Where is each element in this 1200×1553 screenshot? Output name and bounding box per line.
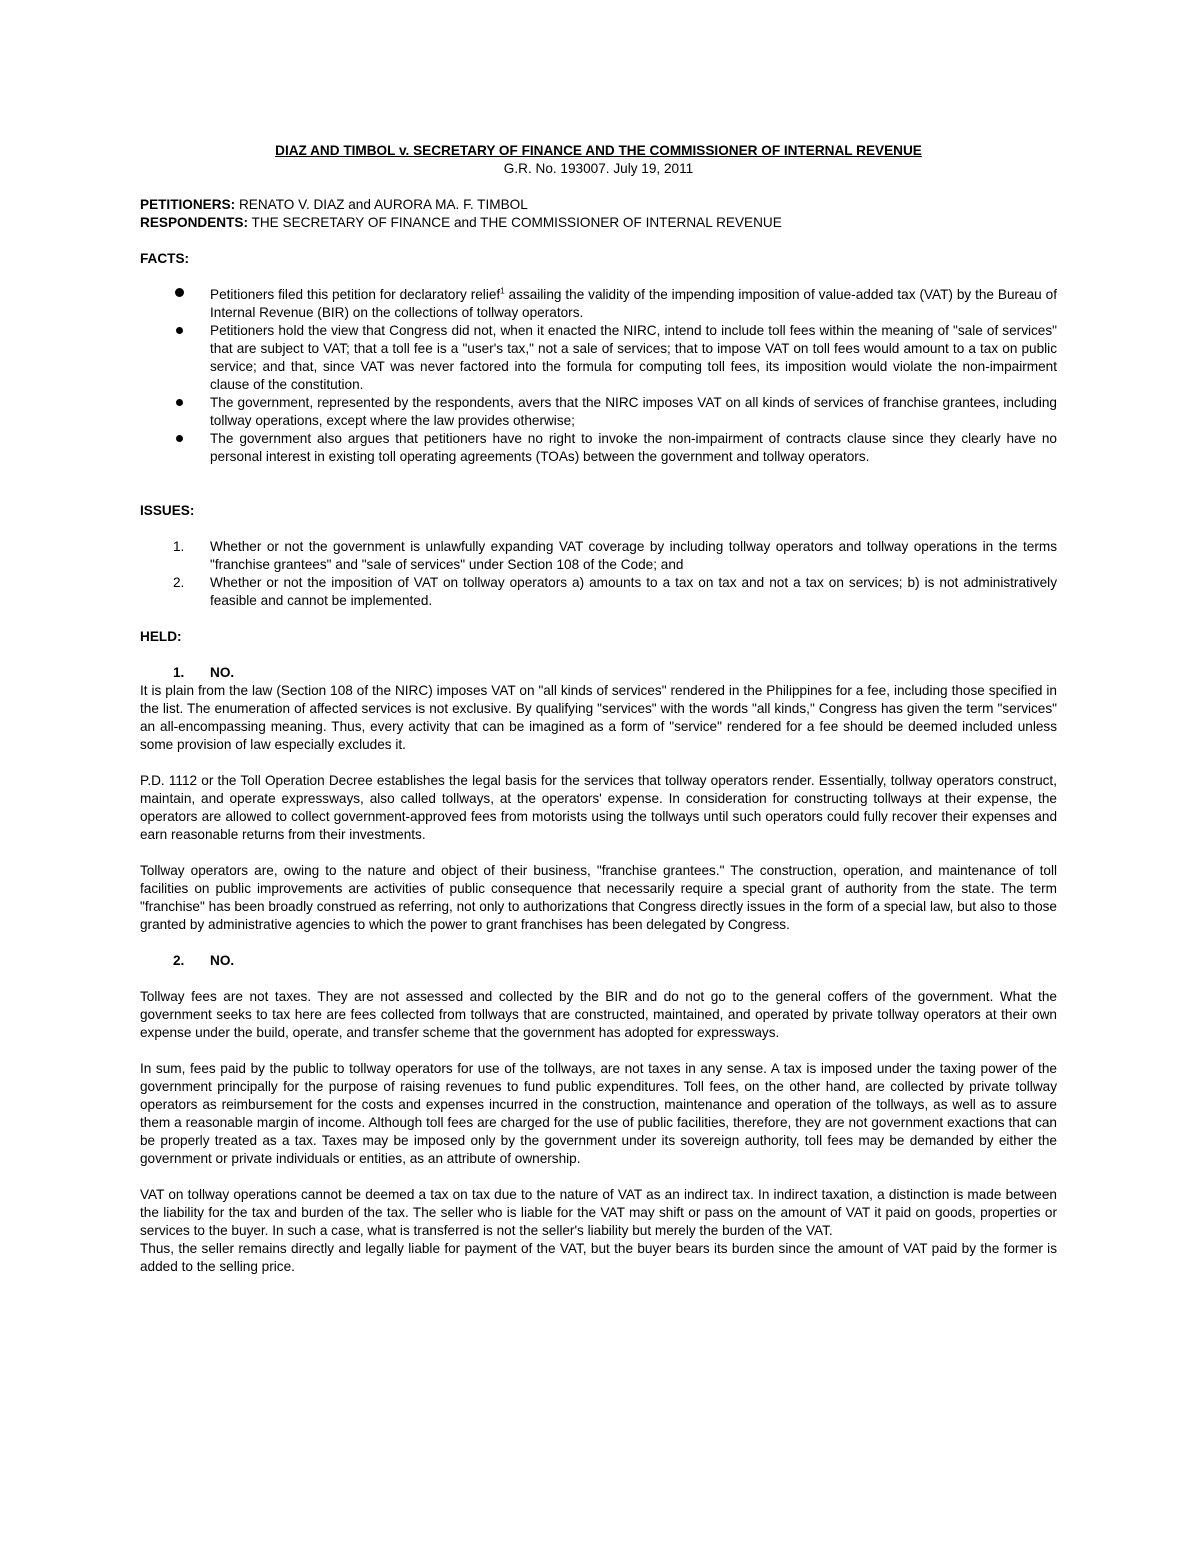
fact-text-after: assailing the validity of the impending imposition of value-added tax (VAT) by the Bureau of Internal Revenue (BIR) on the collections of tollway operators. [210, 287, 1057, 320]
held-paragraph: It is plain from the law (Section 108 of the NIRC) imposes VAT on "all kinds of services" rendered in the Philippines for a fee, including those specified in the list. The enumeration of affected services is not exclusive. By qualifying "services" with the words "all kinds," Congress has given the term "services" an all-encompassing meaning. Thus, every activity that can be imagined as a form of "service" rendered for a fee should be deemed included unless some provision of law especially excludes it. [140, 683, 1057, 752]
list-item [140, 286, 1057, 322]
list-item [140, 322, 1057, 394]
list-item [140, 538, 1057, 574]
held-answer-label: NO. [210, 953, 235, 968]
petitioners-label: PETITIONERS: [140, 197, 236, 212]
held-paragraph: P.D. 1112 or the Toll Operation Decree establishes the legal basis for the services that tollway operators render. Essentially, tollway operators construct, maintain, and operate expressways, also called tollways, at the operators' expense. In consideration for constructing tollways at their expense, the operators are allowed to collect government-approved fees from motorists using the tollways until such operators could fully recover their expenses and earn reasonable returns from their investments. [140, 773, 1057, 842]
footnote-marker: 1 [500, 286, 505, 296]
issue-number: 2. [173, 575, 185, 590]
fact-text: Petitioners hold the view that Congress did not, when it enacted the NIRC, intend to include toll fees within the meaning of "sale of services" that are subject to VAT; that a toll fee is a "user's tax," not a sale of services; that to impose VAT on toll fees would amount to a tax on public service; and that, since VAT was never factored into the formula for computing toll fees, its imposition would violate the non-impairment clause of the constitution. [210, 323, 1057, 392]
held-paragraph: Tollway operators are, owing to the nature and object of their business, "franchise grantees." The construction, operation, and maintenance of toll facilities on public improvements are activities of public consequence that necessarily require a special grant of authority from the state. The term "franchise" has been broadly construed as referring, not only to authorizations that Congress directly issues in the form of a special law, but also to those granted by administrative agencies to which the power to grant franchises has been delegated by Congress. [140, 863, 1057, 932]
held-answer-1 [140, 664, 1057, 682]
held-paragraph: In sum, fees paid by the public to tollway operators for use of the tollways, are not taxes in any sense. A tax is imposed under the taxing power of the government principally for the purpose of raising revenues to fund public expenditures. Toll fees, on the other hand, are collected by private tollway operators as reimbursement for the costs and expenses incurred in the construction, maintenance and operation of the tollways, as well as to assure them a reasonable margin of income. Although toll fees are charged for the use of public facilities, therefore, they are not government exactions that can be properly treated as a tax. Taxes may be imposed only by the government under its sovereign authority, toll fees may be demanded by either the government or private individuals or entities, as an attribute of ownership. [140, 1061, 1057, 1166]
held-paragraph: Thus, the seller remains directly and legally liable for payment of the VAT, but the buyer bears its burden since the amount of VAT paid by the former is added to the selling price. [140, 1241, 1057, 1274]
fact-text: The government also argues that petitioners have no right to invoke the non-impairment of contracts clause since they clearly have no personal interest in existing toll operating agreements (TOAs) between the government and tollway operators. [210, 431, 1057, 464]
document-page [140, 142, 1057, 1276]
case-citation: G.R. No. 193007. July 19, 2011 [503, 161, 694, 176]
issue-number: 1. [173, 539, 185, 554]
petitioners-line [140, 196, 1057, 214]
facts-heading: FACTS: [140, 251, 190, 266]
facts-list [140, 286, 1057, 466]
list-item [140, 394, 1057, 430]
respondents-names: THE SECRETARY OF FINANCE and THE COMMISSIONER OF INTERNAL REVENUE [251, 215, 782, 230]
issues-heading: ISSUES: [140, 503, 195, 518]
bullet-icon [176, 399, 183, 406]
issue-text: Whether or not the imposition of VAT on tollway operators a) amounts to a tax on tax and not a tax on services; b) is not administratively feasible and cannot be implemented. [210, 575, 1057, 608]
case-title: DIAZ AND TIMBOL v. SECRETARY OF FINANCE AND THE COMMISSIONER OF INTERNAL REVENUE [275, 143, 922, 158]
held-answer-label: NO. [210, 665, 235, 680]
respondents-label: RESPONDENTS: [140, 215, 249, 230]
list-item [140, 574, 1057, 610]
held-answer-2 [140, 952, 1057, 970]
held-answer-number: 1. [173, 665, 185, 680]
fact-text: The government, represented by the respondents, avers that the NIRC imposes VAT on all kinds of services of franchise grantees, including tollway operations, except where the law provides otherwise; [210, 395, 1057, 428]
held-answer-number: 2. [173, 953, 185, 968]
issue-text: Whether or not the government is unlawfully expanding VAT coverage by including tollway operators and tollway operations in the terms "franchise grantees" and "sale of services" under Section 108 of the Code; and [210, 539, 1057, 572]
bullet-icon [175, 288, 184, 297]
issues-list [140, 538, 1057, 610]
bullet-icon [176, 327, 183, 334]
list-item [140, 430, 1057, 466]
bullet-icon [176, 435, 183, 442]
respondents-line [140, 214, 1057, 232]
petitioners-names: RENATO V. DIAZ and AURORA MA. F. TIMBOL [238, 197, 528, 212]
fact-text-before: Petitioners filed this petition for declaratory relief [210, 287, 501, 302]
held-paragraph: VAT on tollway operations cannot be deemed a tax on tax due to the nature of VAT as an indirect tax. In indirect taxation, a distinction is made between the liability for the tax and burden of the tax. The seller who is liable for the VAT may shift or pass on the amount of VAT it paid on goods, properties or services to the buyer. In such a case, what is transferred is not the seller's liability but merely the burden of the VAT. [140, 1187, 1057, 1238]
held-paragraph: Tollway fees are not taxes. They are not assessed and collected by the BIR and do not go to the general coffers of the government. What the government seeks to tax here are fees collected from tollways that are constructed, maintained, and operated by private tollway operators at their own expense under the build, operate, and transfer scheme that the government has adopted for expressways. [140, 989, 1057, 1040]
held-heading: HELD: [140, 629, 182, 644]
